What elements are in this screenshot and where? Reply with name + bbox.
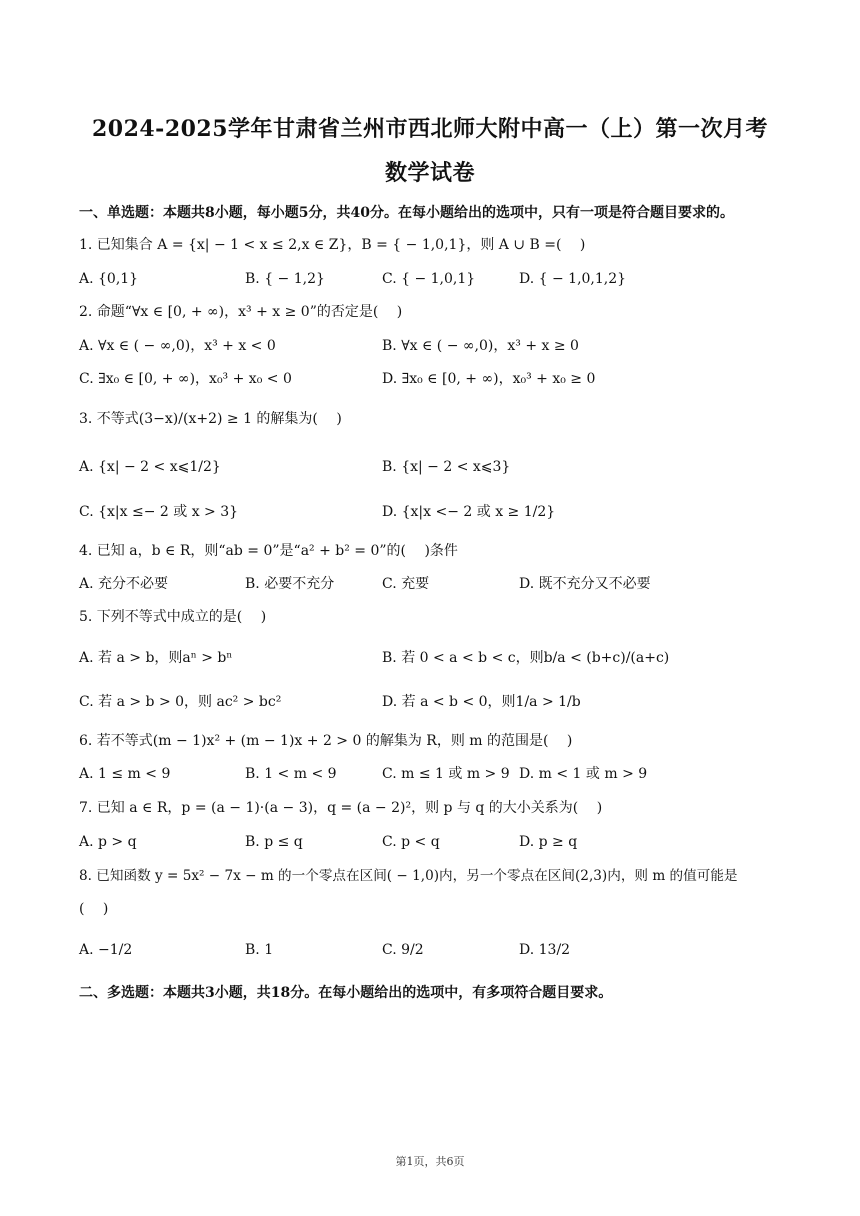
q1-option-c: C. { − 1,0,1} bbox=[382, 271, 476, 287]
question-1: 1. 已知集合 A = {x| − 1 < x ≤ 2,x ∈ Z}，B = { − 1,0,1}，则 A ∪ B =( ) bbox=[79, 237, 586, 253]
q1-option-b: B. { − 1,2} bbox=[245, 271, 325, 287]
exam-subtitle: 数学试卷 bbox=[384, 160, 475, 186]
question-7: 7. 已知 a ∈ R，p = (a − 1)·(a − 3)，q = (a − 2)²，则 p 与 q 的大小关系为( ) bbox=[79, 800, 603, 816]
q2-option-b: B. ∀x ∈ ( − ∞,0)，x³ + x ≥ 0 bbox=[382, 338, 579, 354]
q2-option-a: A. ∀x ∈ ( − ∞,0)，x³ + x < 0 bbox=[79, 338, 276, 354]
q7-option-d: D. p ≥ q bbox=[519, 834, 578, 850]
question-8: 8. 已知函数 y = 5x² − 7x − m 的一个零点在区间( − 1,0)内，另一个零点在区间(2,3)内，则 m 的值可能是 bbox=[79, 868, 738, 884]
q3-option-c: C. {x|x ≤− 2 或 x > 3} bbox=[79, 504, 239, 520]
q6-option-a: A. 1 ≤ m < 9 bbox=[79, 766, 171, 782]
exam-title: 2024-2025学年甘肃省兰州市西北师大附中高一（上）第一次月考 bbox=[91, 116, 769, 142]
q8-option-a: A. −1/2 bbox=[79, 942, 133, 958]
q7-option-b: B. p ≤ q bbox=[245, 834, 303, 850]
q2-option-d: D. ∃x₀ ∈ [0, + ∞)，x₀³ + x₀ ≥ 0 bbox=[382, 371, 596, 387]
q8-option-c: C. 9/2 bbox=[382, 942, 424, 958]
q8-option-d: D. 13/2 bbox=[519, 942, 571, 958]
question-8-bracket: ( ) bbox=[79, 901, 109, 917]
q7-option-c: C. p < q bbox=[382, 834, 440, 850]
q7-option-a: A. p > q bbox=[79, 834, 137, 850]
q4-option-b: B. 必要不充分 bbox=[245, 576, 335, 592]
q2-option-c: C. ∃x₀ ∈ [0, + ∞)，x₀³ + x₀ < 0 bbox=[79, 371, 292, 387]
q5-option-a: A. 若 a > b，则aⁿ > bⁿ bbox=[79, 650, 233, 666]
section-heading-multi-choice: 二、多选题：本题共3小题，共18分。在每小题给出的选项中，有多项符合题目要求。 bbox=[79, 985, 613, 1001]
q5-option-d: D. 若 a < b < 0，则1/a > 1/b bbox=[382, 694, 581, 710]
question-3: 3. 不等式(3−x)/(x+2) ≥ 1 的解集为( ) bbox=[79, 411, 342, 427]
q4-option-a: A. 充分不必要 bbox=[79, 576, 169, 592]
q6-option-d: D. m < 1 或 m > 9 bbox=[519, 766, 648, 782]
q3-option-d: D. {x|x <− 2 或 x ≥ 1/2} bbox=[382, 504, 556, 520]
q3-option-b: B. {x| − 2 < x⩽3} bbox=[382, 459, 511, 475]
q6-option-c: C. m ≤ 1 或 m > 9 bbox=[382, 766, 510, 782]
q4-option-d: D. 既不充分又不必要 bbox=[519, 576, 651, 592]
q5-option-b: B. 若 0 < a < b < c，则b/a < (b+c)/(a+c) bbox=[382, 650, 670, 666]
q8-option-b: B. 1 bbox=[245, 942, 274, 958]
question-6: 6. 若不等式(m − 1)x² + (m − 1)x + 2 > 0 的解集为 R，则 m 的范围是( ) bbox=[79, 733, 573, 749]
q3-option-a: A. {x| − 2 < x⩽1/2} bbox=[79, 459, 221, 475]
q1-option-a: A. {0,1} bbox=[79, 271, 139, 287]
section-heading-single-choice: 一、单选题：本题共8小题，每小题5分，共40分。在每小题给出的选项中，只有一项是符合题目要求的。 bbox=[79, 205, 734, 221]
question-5: 5. 下列不等式中成立的是( ) bbox=[79, 609, 267, 625]
q1-option-d: D. { − 1,0,1,2} bbox=[519, 271, 627, 287]
question-4: 4. 已知 a，b ∈ R，则“ab = 0”是“a² + b² = 0”的( )条件 bbox=[79, 543, 458, 559]
q4-option-c: C. 充要 bbox=[382, 576, 430, 592]
q5-option-c: C. 若 a > b > 0，则 ac² > bc² bbox=[79, 694, 282, 710]
q6-option-b: B. 1 < m < 9 bbox=[245, 766, 337, 782]
page-footer: 第1页，共6页 bbox=[395, 1155, 465, 1168]
question-2: 2. 命题“∀x ∈ [0, + ∞)，x³ + x ≥ 0”的否定是( ) bbox=[79, 304, 403, 320]
